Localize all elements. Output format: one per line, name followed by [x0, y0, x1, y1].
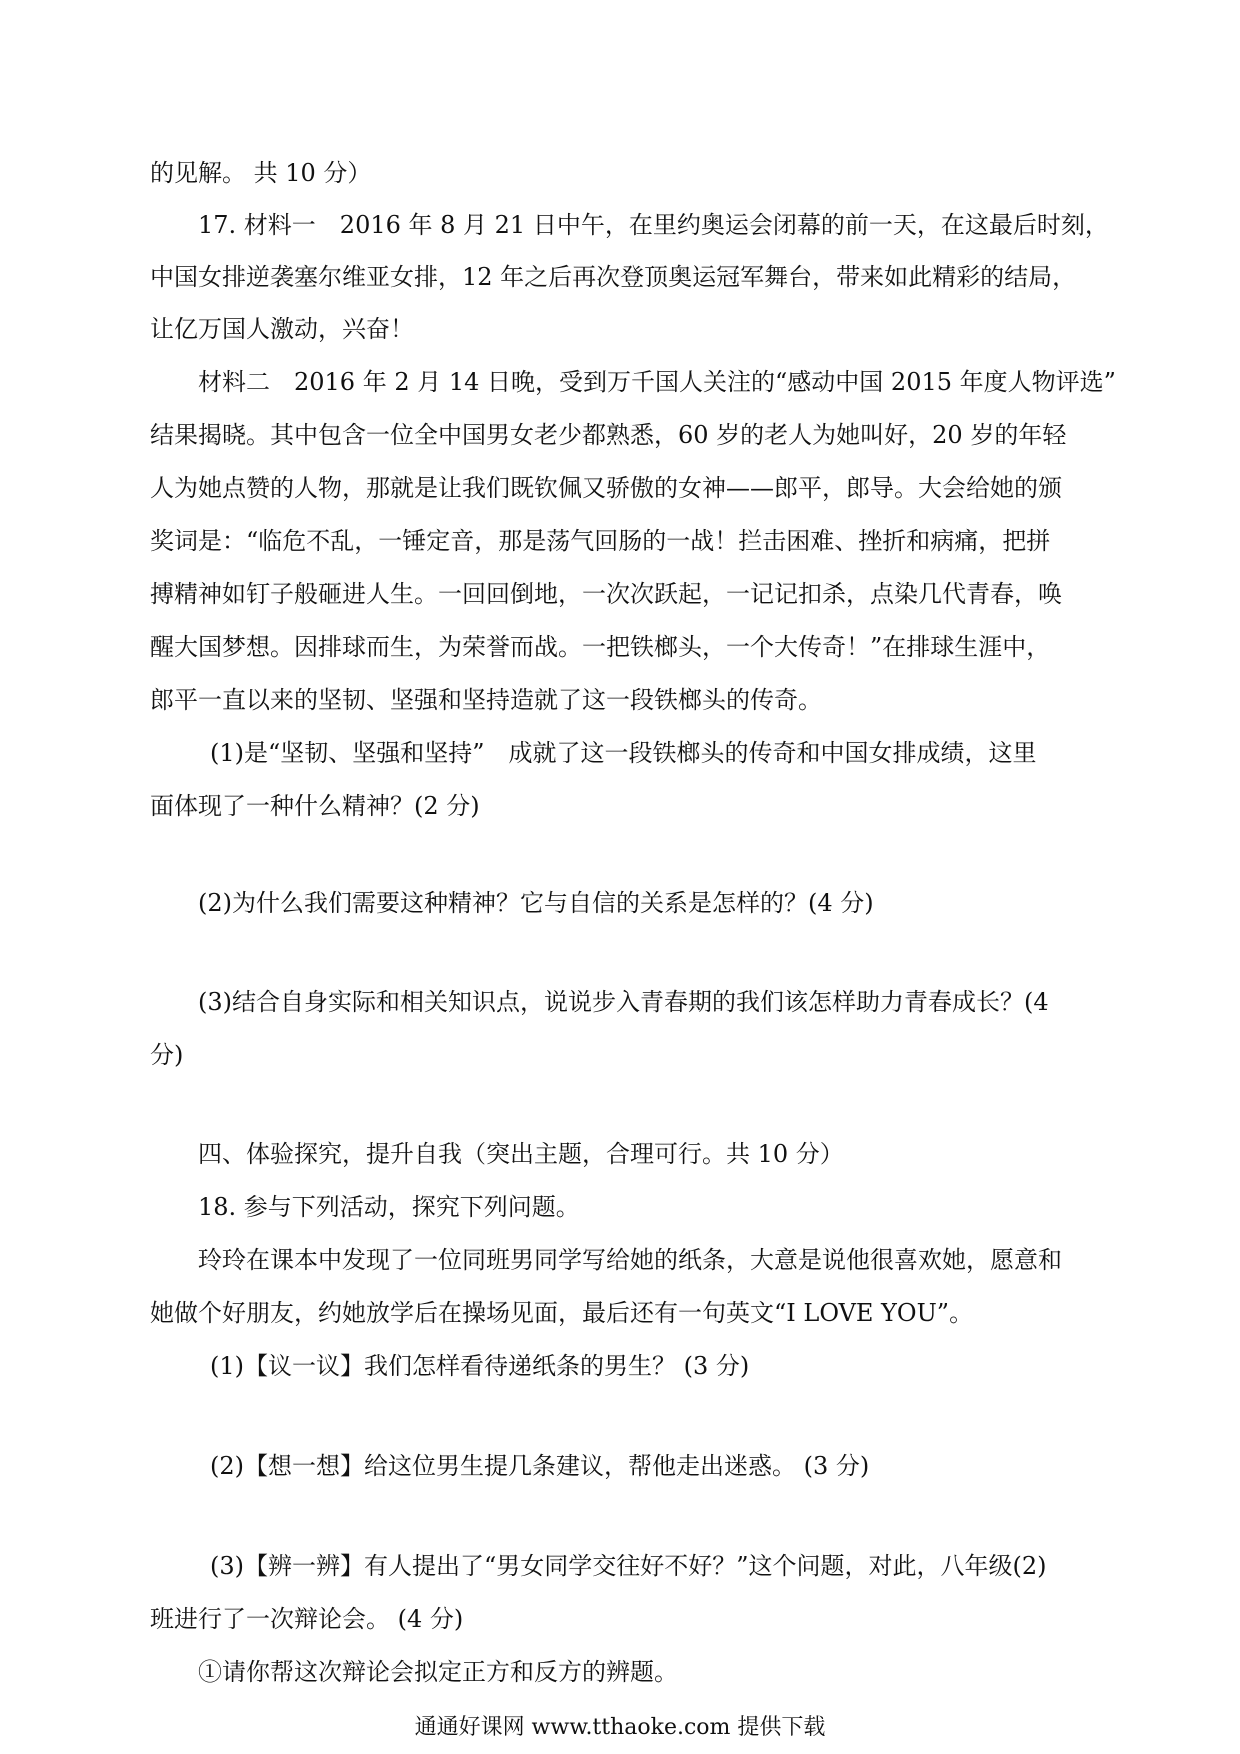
text-line: 搏精神如钉子般砸进人生。一回回倒地，一次次跃起，一记记扣杀，点染几代青春，唤: [150, 580, 1062, 608]
text-line: 她做个好朋友，约她放学后在操场见面，最后还有一句英文“I LOVE YOU”。: [150, 1299, 974, 1327]
sub-question-18-2: (2)【想一想】给这位男生提几条建议，帮他走出迷惑。 (3 分): [210, 1452, 870, 1480]
sub-question-17-1: (1)是“坚韧、坚强和坚持” 成就了这一段铁榔头的传奇和中国女排成绩，这里: [210, 739, 1037, 767]
question-17-material-2: 材料二 2016 年 2 月 14 日晚，受到万千国人关注的“感动中国 2015 年度人物评选”: [198, 368, 1116, 396]
text-line: 奖词是：“临危不乱，一锤定音，那是荡气回肠的一战！拦击困难、挫折和病痛，把拼: [150, 527, 1051, 555]
text-line: ①请你帮这次辩论会拟定正方和反方的辨题。: [198, 1658, 678, 1686]
text-line: 人为她点赞的人物，那就是让我们既钦佩又骄傲的女神——郎平，郎导。大会给她的颁: [150, 474, 1062, 502]
sub-question-17-3: (3)结合自身实际和相关知识点，说说步入青春期的我们该怎样助力青春成长？(4: [198, 988, 1049, 1016]
text-line: 班进行了一次辩论会。 (4 分): [150, 1605, 464, 1633]
text-line: 的见解。 共 10 分）: [150, 159, 372, 187]
text-line: 分): [150, 1041, 184, 1069]
text-line: 面体现了一种什么精神？(2 分): [150, 792, 480, 820]
footer-source: 通通好课网 www.tthaoke.com 提供下载: [414, 1715, 826, 1740]
text-line: 结果揭晓。其中包含一位全中国男女老少都熟悉，60 岁的老人为她叫好，20 岁的年轻: [150, 421, 1067, 449]
sub-question-17-2: (2)为什么我们需要这种精神？它与自信的关系是怎样的？(4 分): [198, 889, 874, 917]
text-line: 中国女排逆袭塞尔维亚女排，12 年之后再次登顶奥运冠军舞台，带来如此精彩的结局，: [150, 263, 1077, 291]
question-18: 18. 参与下列活动，探究下列问题。: [198, 1193, 580, 1221]
text-line: 让亿万国人激动，兴奋！: [150, 315, 414, 343]
text-line: 醒大国梦想。因排球而生，为荣誉而战。一把铁榔头，一个大传奇！”在排球生涯中，: [150, 633, 1051, 661]
sub-question-18-3: (3)【辨一辨】有人提出了“男女同学交往好不好？”这个问题，对此，八年级(2): [210, 1552, 1047, 1580]
sub-question-18-1: (1)【议一议】我们怎样看待递纸条的男生？ (3 分): [210, 1352, 750, 1380]
text-line: 郎平一直以来的坚韧、坚强和坚持造就了这一段铁榔头的传奇。: [150, 686, 822, 714]
question-17-material-1: 17. 材料一 2016 年 8 月 21 日中午，在里约奥运会闭幕的前一天，在这最后时刻，: [198, 211, 1109, 239]
section-four-heading: 四、体验探究，提升自我（突出主题，合理可行。共 10 分）: [198, 1140, 844, 1168]
text-line: 玲玲在课本中发现了一位同班男同学写给她的纸条，大意是说他很喜欢她，愿意和: [198, 1246, 1062, 1274]
